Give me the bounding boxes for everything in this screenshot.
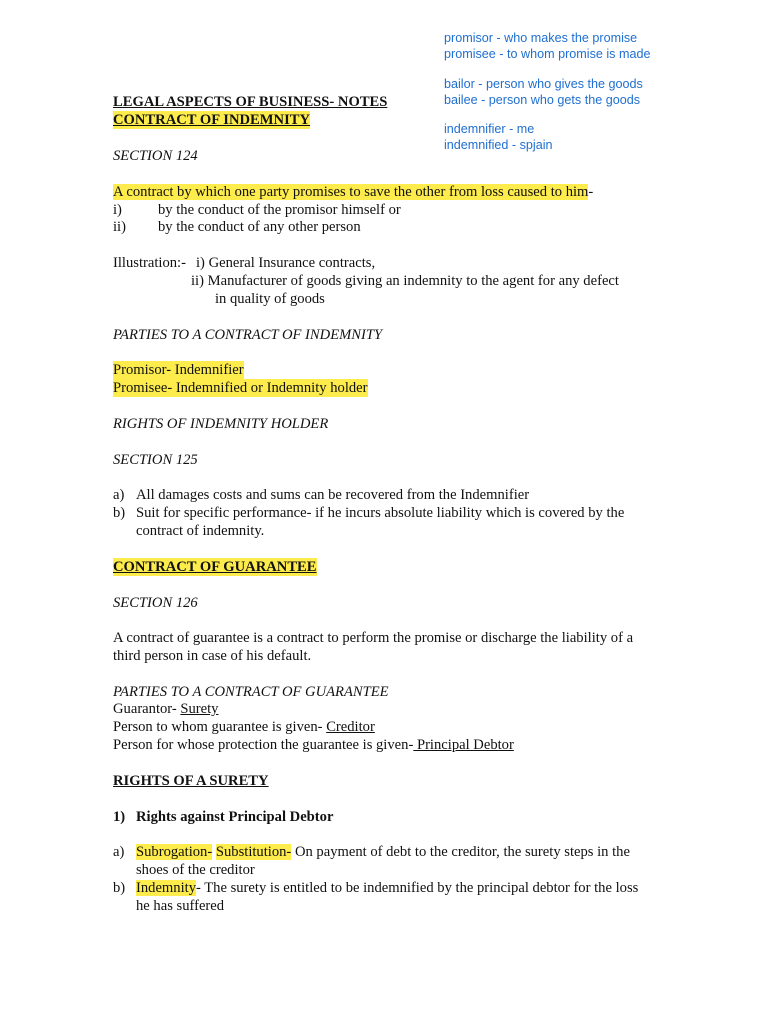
promisor-line: Promisor- Indemnifier [113,362,244,378]
heading-rights-indemnity-holder: RIGHTS OF INDEMNITY HOLDER [113,416,329,432]
surety-item-b-cont: he has suffered [136,898,225,914]
surety-item-a [113,843,630,861]
list-text: On payment of debt to the creditor, the surety steps in the [291,844,630,860]
list-text: - The surety is entitled to be indemnified by the principal debtor for the loss [196,880,639,896]
highlight-substitution: Substitution- [215,844,292,860]
subheading-text: Rights against Principal Debtor [136,809,334,825]
indemnity-definition [113,183,593,201]
guarantor-line [113,700,218,718]
guarantee-definition-line-1: A contract of guarantee is a contract to perform the promise or discharge the liability of a [113,630,634,646]
list-marker: ii) [113,219,126,235]
creditor-value: Creditor [326,719,375,735]
list-text: All damages costs and sums can be recovered from the Indemnifier [136,487,530,503]
heading-rights-of-surety: RIGHTS OF A SURETY [113,773,269,789]
surety-item-b [113,879,639,897]
note-promisee: promisee - to whom promise is made [444,47,651,61]
creditor-line [113,718,375,736]
section-125: SECTION 125 [113,452,198,468]
section-126: SECTION 126 [113,595,198,611]
heading-parties-indemnity: PARTIES TO A CONTRACT OF INDEMNITY [113,327,383,343]
heading-contract-of-guarantee: CONTRACT OF GUARANTEE [113,559,317,575]
guarantee-definition-line-2: third person in case of his default. [113,648,312,664]
list-marker: a) [113,487,125,503]
highlight-subrogation: Subrogation- [136,844,213,860]
list-marker: b) [113,880,126,896]
rights-item-b [113,504,625,522]
illustration-2: ii) Manufacturer of goods giving an indemnity to the agent for any defect [191,273,619,289]
list-marker: i) [113,202,122,218]
note-bailor: bailor - person who gives the goods [444,77,643,91]
debtor-line [113,736,514,754]
definition-text: A contract by which one party promises to save the other from loss caused to him [113,184,589,200]
heading-contract-of-indemnity: CONTRACT OF INDEMNITY [113,112,311,128]
document-title: LEGAL ASPECTS OF BUSINESS- NOTES [113,94,388,110]
list-text: Suit for specific performance- if he incurs absolute liability which is covered by the [136,505,625,521]
guarantor-value: Surety [180,701,219,717]
definition-item-1 [113,201,401,219]
illustration-1: i) General Insurance contracts, [196,255,376,271]
debtor-label: Person for whose protection the guarantee is given- [113,737,414,753]
highlight-indemnity: Indemnity [136,880,196,896]
rights-item-a [113,486,530,504]
note-promisor: promisor - who makes the promise [444,31,638,45]
surety-item-b-text [136,879,638,897]
surety-item-a-text [136,843,630,861]
list-marker: a) [113,844,125,860]
creditor-label: Person to whom guarantee is given- [113,719,327,735]
subheading-rights-against-debtor [113,808,334,826]
promisee-line: Promisee- Indemnified or Indemnity holder [113,380,368,396]
list-marker: b) [113,505,126,521]
heading-parties-guarantee: PARTIES TO A CONTRACT OF GUARANTEE [113,684,389,700]
section-124: SECTION 124 [113,148,198,164]
list-text: by the conduct of the promisor himself or [158,202,401,218]
note-indemnifier: indemnifier - me [444,122,535,136]
illustration-label: Illustration:- [113,255,186,271]
illustration-2-cont: in quality of goods [215,291,325,307]
note-bailee: bailee - person who gets the goods [444,93,641,107]
definition-item-2 [113,218,361,236]
list-marker: 1) [113,809,126,825]
guarantor-label: Guarantor- [113,701,181,717]
rights-item-b-cont: contract of indemnity. [136,523,265,539]
surety-item-a-cont: shoes of the creditor [136,862,255,878]
list-text: by the conduct of any other person [158,219,361,235]
definition-dash: - [588,184,594,200]
debtor-value: Principal Debtor [413,737,514,753]
note-indemnified: indemnified - spjain [444,138,553,152]
